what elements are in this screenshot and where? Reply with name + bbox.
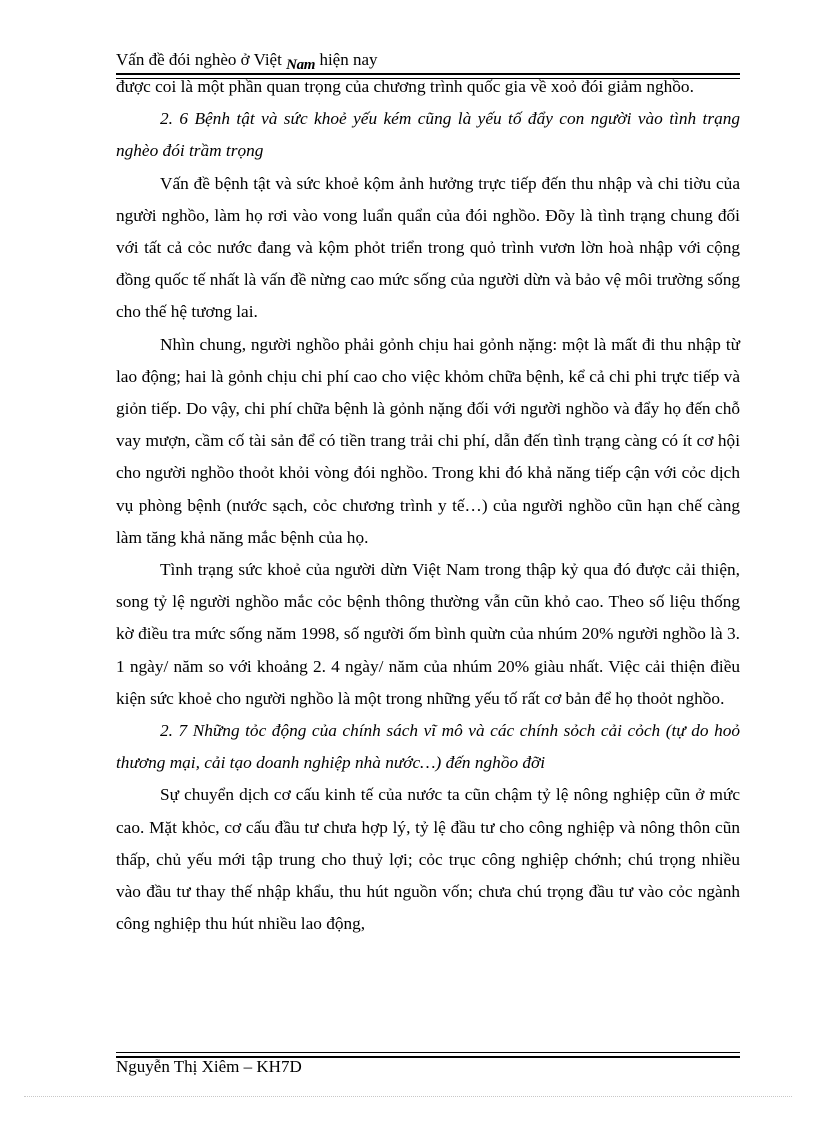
paragraph: Vấn đề bệnh tật và sức khoẻ kộm ảnh hưởng trực tiếp đến thu nhập và chi tiờu của người nghồo, làm họ rơi vào vong luẩn quẩn của đói nghồo. Đõy là tình trạng chung đối với tất cả cỏc nước đang và kộm phỏt triển trong quỏ trình vươn lờn hoà nhập với cộng đồng quốc tế nhất là vấn đề nừng cao mức sống của người dừn và bảo vệ môi trường sống cho thế hệ tương lai. <box>116 173 740 322</box>
paragraph: Nhìn chung, người nghồo phải gỏnh chịu hai gỏnh nặng: một là mất đi thu nhập từ lao động; hai là gỏnh chịu chi phí cao cho việc khỏm chữa bệnh, kể cả chi phi trực tiếp và giỏn tiếp. Do vậy, chi phí chữa bệnh là gỏnh nặng đối với người nghồo và đẩy họ đến chỗ vay mượn, cầm cố tài sản để có tiền trang trải chi phí, dẫn đến tình trạng càng có ít cơ hội cho người nghồo thoỏt khỏi vòng đói nghồo. Trong khi đó khả năng tiếp cận với cỏc dịch vụ phòng bệnh (nước sạch, cỏc chương trình y tế…) của người nghồo cũn hạn chế càng làm tăng khả năng mắc bệnh của họ. <box>116 334 740 547</box>
footer-rule-thin <box>116 1052 740 1053</box>
header-title-script: Nam <box>286 57 316 73</box>
section-heading-2-6: 2. 6 Bệnh tật và sức khoẻ yếu kém cũng là yếu tố đẩy con người vào tình trạng nghèo đói trầm trọng <box>116 109 740 161</box>
paragraph-continued: được coi là một phần quan trọng của chương trình quốc gia về xoỏ đói giảm nghồo. <box>116 77 694 96</box>
page-body <box>116 71 740 940</box>
paragraph: Tình trạng sức khoẻ của người dừn Việt Nam trong thập kỷ qua đó được cải thiện, song tỷ lệ người nghồo mắc cỏc bệnh thông thường vẫn cũn khỏ cao. Theo số liệu thống kờ điều tra mức sống năm 1998, số người ốm bình quừn của nhúm 20% người nghồo là 3. 1 ngày/ năm so với khoảng 2. 4 ngày/ năm của nhúm 20% giàu nhất. Việc cải thiện điều kiện sức khoẻ cho người nghồo là một trong những yếu tố rất cơ bản để họ thoỏt nghồo. <box>116 560 740 708</box>
section-heading-2-7: 2. 7 Những tỏc động của chính sách vĩ mô và các chính sỏch cải cỏch (tự do hoỏ thương mại, cải tạo doanh nghiệp nhà nước…) đến nghồo đỡi <box>116 721 740 773</box>
page-footer-author: Nguyễn Thị Xiêm – KH7D <box>116 1057 302 1076</box>
header-title-before: Vấn đề đói nghèo ở Việt <box>116 50 282 69</box>
paragraph: Sự chuyển dịch cơ cấu kinh tế của nước ta cũn chậm tỷ lệ nông nghiệp cũn ở mức cao. Mặt khỏc, cơ cấu đầu tư chưa hợp lý, tỷ lệ đầu tư cho công nghiệp và nông thôn cũn thấp, chủ yếu mới tập trung cho thuỷ lợi; cỏc trục công nghiệp chớnh; chú trọng nhiều vào đầu tư thay thế nhập khẩu, thu hút nguồn vốn; chưa chú trọng đầu tư vào cỏc ngành công nghiệp thu hút nhiều lao động, <box>116 785 740 934</box>
page-header <box>116 50 378 73</box>
header-title-after: hiện nay <box>319 50 378 69</box>
page-edge-dotted-line <box>24 1096 792 1097</box>
